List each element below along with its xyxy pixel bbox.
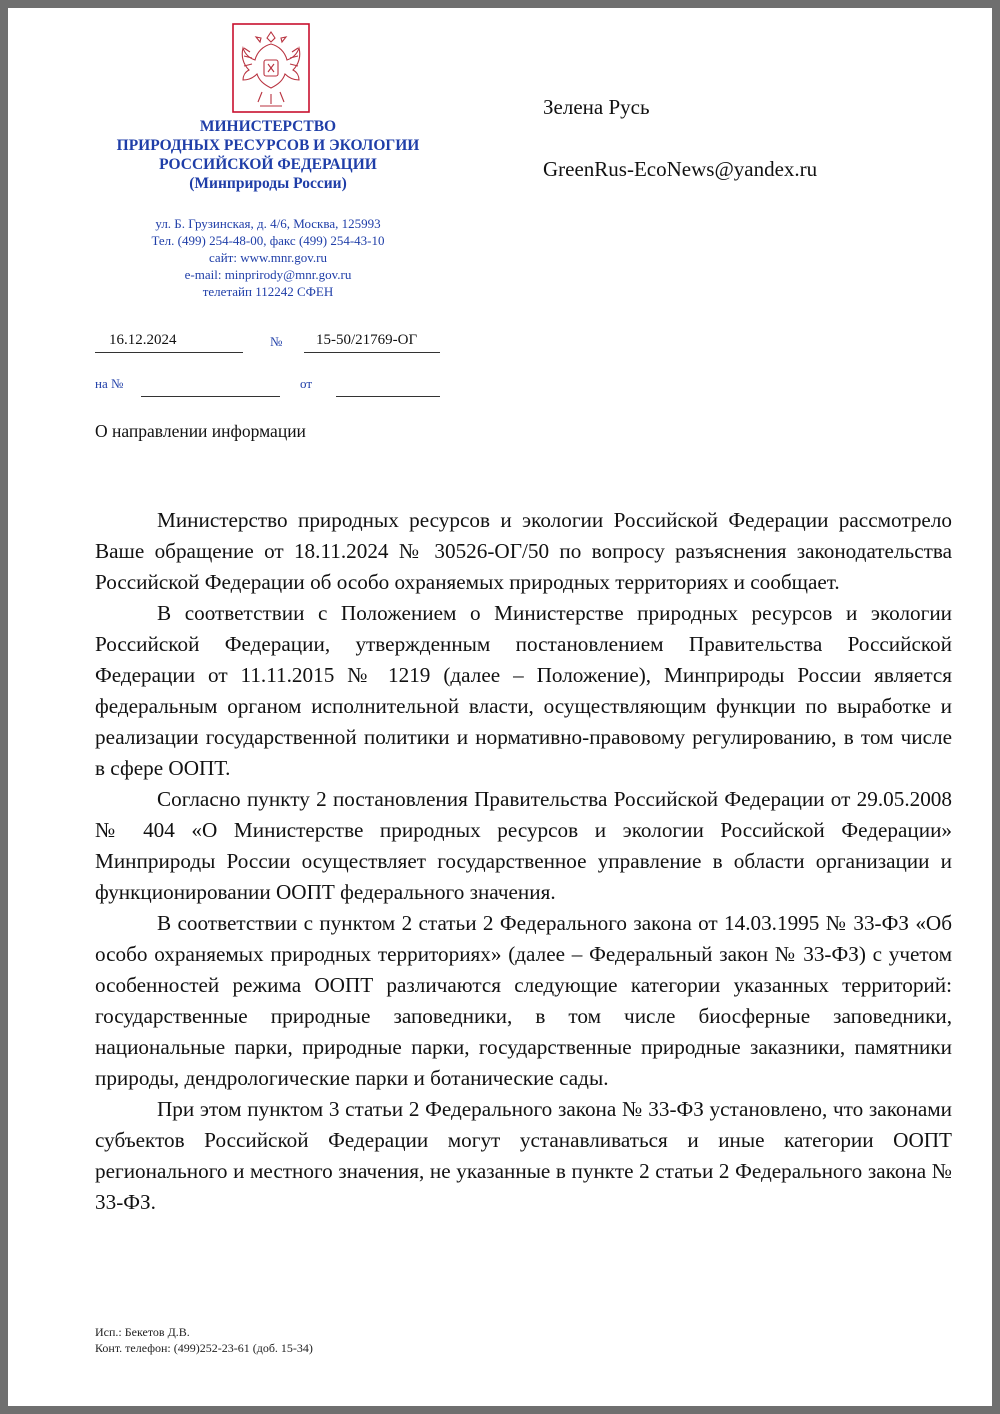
letter-subject: О направлении информации (95, 421, 306, 441)
executor-phone: Конт. телефон: (499)252-23-61 (доб. 15-34) (95, 1341, 313, 1355)
reference-date-label: от (300, 376, 313, 391)
russian-coat-of-arms-icon (230, 22, 312, 114)
body-paragraph: В соответствии с пунктом 2 статьи 2 Федерального закона от 14.03.1995 № 33-ФЗ «Об особо охраняемых природных территориях» (далее – Федеральный закон № 33-ФЗ) с учетом особенностей режима ООПТ различаются следующие категории указанных территорий: государственные природные заповедники, в том числе биосферные заповедники, национальные парки, природные парки, государственные природные заказники, памятники природы, дендрологические парки и ботанические сады. (95, 911, 952, 1090)
teletype-line: телетайп 112242 СФЕН (202, 284, 334, 299)
reference-number-label: на № (95, 376, 124, 391)
website-line: сайт: www.mnr.gov.ru (209, 250, 327, 265)
executor-name: Исп.: Бекетов Д.В. (95, 1325, 190, 1339)
reference-date-line (336, 396, 440, 397)
email-line: e-mail: minprirody@mnr.gov.ru (184, 267, 352, 282)
reference-number-line (141, 396, 280, 397)
recipient-email: GreenRus-EcoNews@yandex.ru (543, 157, 818, 181)
executor-info (95, 1324, 313, 1356)
recipient-name: Зелена Русь (543, 95, 650, 119)
ministry-name-line: ПРИРОДНЫХ РЕСУРСОВ И ЭКОЛОГИИ (116, 137, 420, 154)
ministry-name (68, 117, 468, 193)
letter-body (95, 505, 952, 1218)
body-paragraph: Министерство природных ресурсов и экологии Российской Федерации рассмотрело Ваше обращение от 18.11.2024 № 30526-ОГ/50 по вопросу разъяснения законодательства Российской Федерации об особо охраняемых природных территориях и сообщает. (95, 508, 952, 594)
ministry-name-line: МИНИСТЕРСТВО (199, 118, 337, 135)
phone-line: Тел. (499) 254-48-00, факс (499) 254-43-10 (151, 233, 385, 248)
body-paragraph: Согласно пункту 2 постановления Правительства Российской Федерации от 29.05.2008 № 404 «О Министерстве природных ресурсов и экологии Российской Федерации» Минприроды России осуществляет государственное управление в области организации и функционировании ООПТ федерального значения. (95, 787, 952, 904)
body-paragraph: В соответствии с Положением о Министерстве природных ресурсов и экологии Российской Федерации, утвержденным постановлением Правительства Российской Федерации от 11.11.2015 № 1219 (далее – Положение), Минприроды России является федеральным органом исполнительной власти, осуществляющим функции по выработке и реализации государственной политики и нормативно-правовому регулированию, в том числе в сфере ООПТ. (95, 601, 952, 780)
address-line: ул. Б. Грузинская, д. 4/6, Москва, 125993 (155, 216, 381, 231)
registration-number: 15-50/21769-ОГ (304, 329, 440, 353)
ministry-name-line: РОССИЙСКОЙ ФЕДЕРАЦИИ (159, 156, 377, 173)
ministry-short-name: (Минприроды России) (189, 175, 347, 192)
number-label: № (270, 334, 283, 349)
letter-page (8, 8, 992, 1406)
body-paragraph: При этом пунктом 3 статьи 2 Федерального закона № 33-ФЗ установлено, что законами субъектов Российской Федерации могут устанавливаться и иные категории ООПТ регионального и местного значения, не указанные в пункте 2 статьи 2 Федерального закона № 33-ФЗ. (95, 1097, 952, 1214)
registration-date: 16.12.2024 (95, 329, 243, 353)
ministry-contacts (68, 215, 468, 300)
